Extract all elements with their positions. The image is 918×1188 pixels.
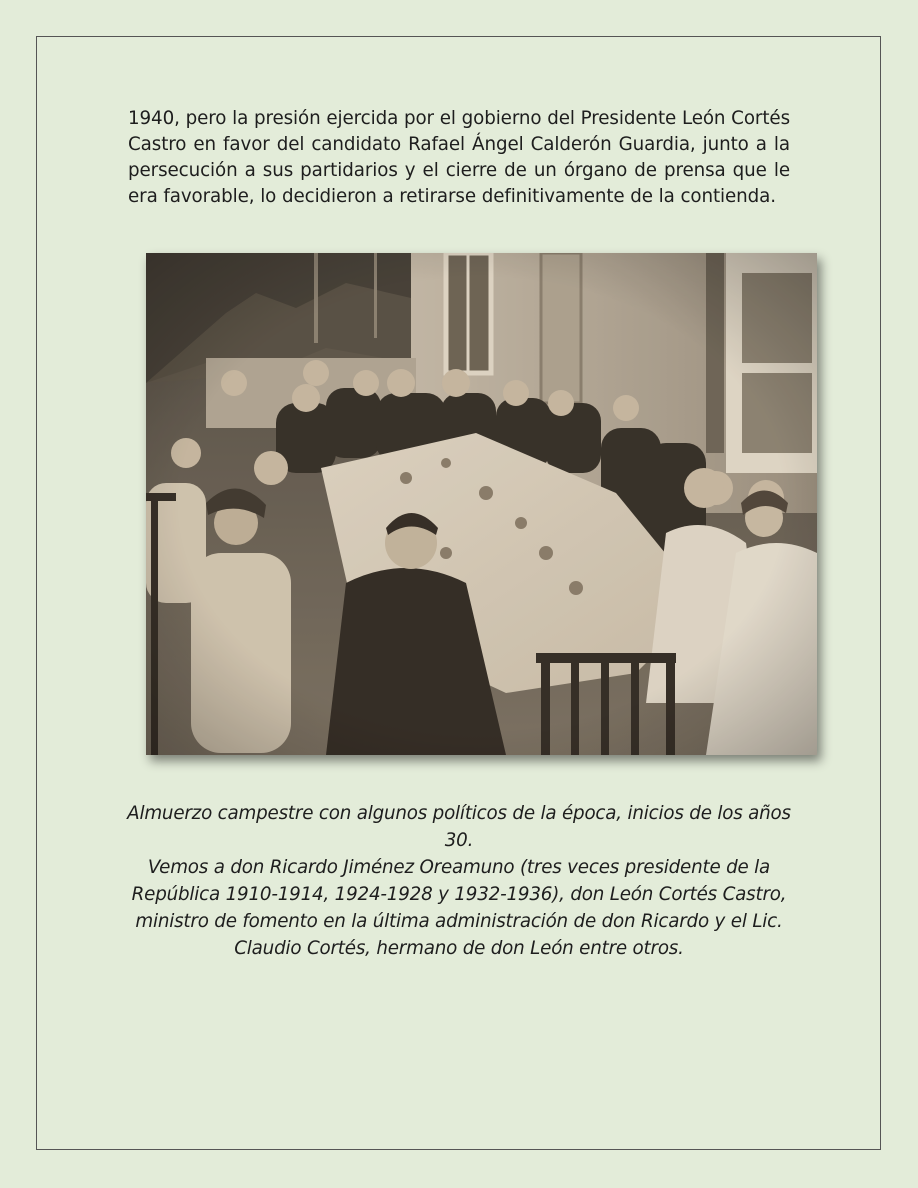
caption-line-2: Vemos a don Ricardo Jiménez Oreamuno (tres veces presidente de la República 1910-1914, 1924-1928 y 1932-1936), don León Cortés Castro, ministro de fomento en la última administración de don Ricardo y el Lic. Claudio Cortés, hermano de don León entre otros. [131,857,787,959]
historical-photo [146,253,817,755]
photo-caption [120,800,798,962]
body-paragraph: 1940, pero la presión ejercida por el gobierno del Presidente León Cortés Castro en favor del candidato Rafael Ángel Calderón Guardia, junto a la persecución a sus partidarios y el cierre de un órgano de prensa que le era favorable, lo decidieron a retirarse definitivamente de la contienda. [128,108,790,207]
caption-line-1: Almuerzo campestre con algunos políticos de la época, inicios de los años 30. [127,803,791,851]
